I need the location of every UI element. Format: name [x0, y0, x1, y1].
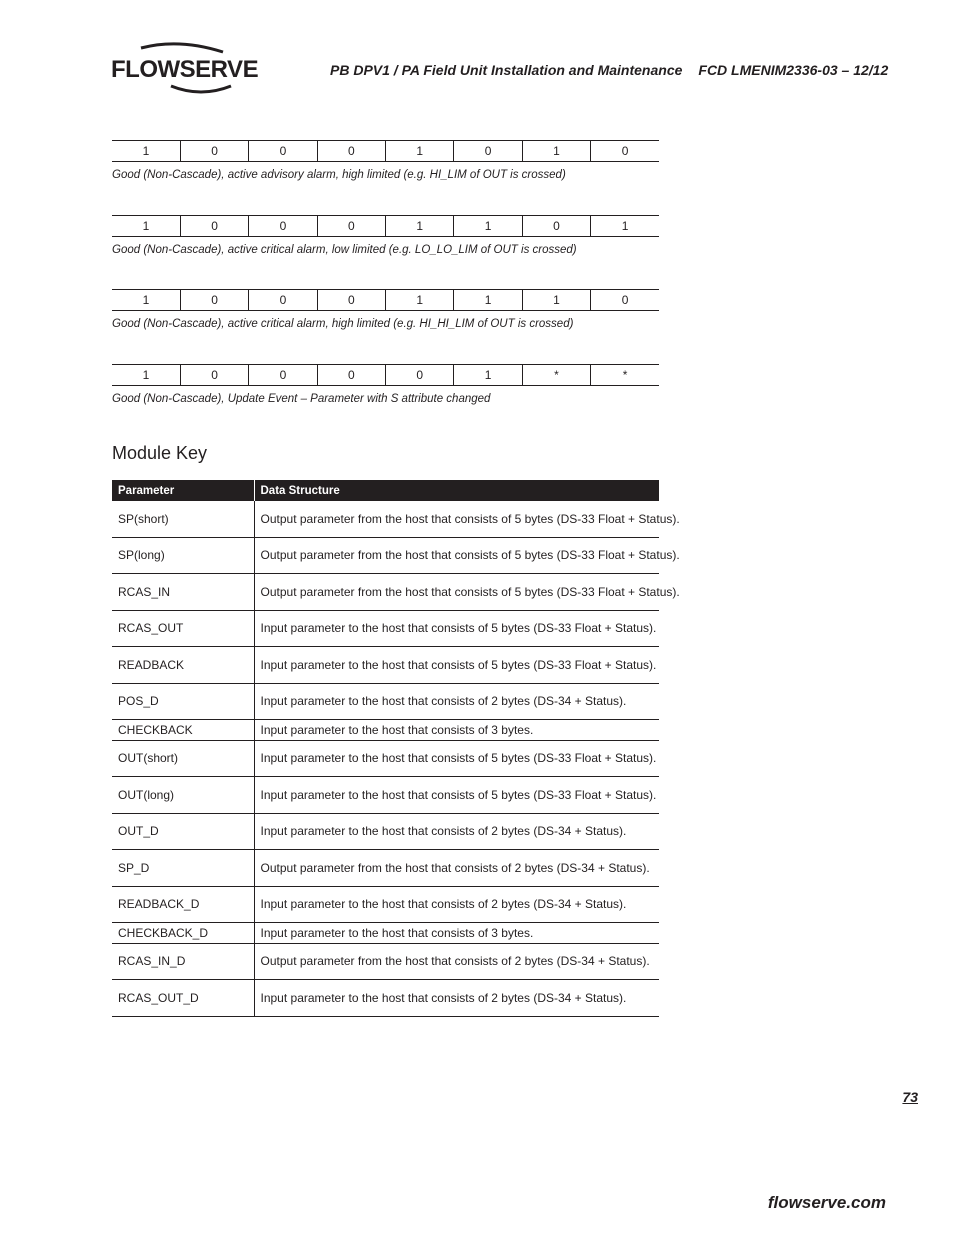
parameter-cell: SP(short) [112, 501, 254, 537]
table-row [112, 537, 659, 574]
bit-cell: 0 [180, 141, 248, 162]
bit-cell: 0 [180, 365, 248, 386]
table-row [112, 850, 659, 887]
parameter-cell: SP(long) [112, 537, 254, 574]
table-row [112, 610, 659, 647]
document-code: FCD LMENIM2336-03 – 12/12 [698, 62, 889, 78]
bit-cell: 0 [591, 290, 659, 311]
table-row [112, 720, 659, 741]
document-title: PB DPV1 / PA Field Unit Installation and Maintenance [330, 62, 683, 78]
table-row [112, 943, 659, 980]
document-header [330, 62, 890, 78]
parameter-cell: CHECKBACK_D [112, 923, 254, 944]
table-row [112, 647, 659, 684]
structure-cell: Output parameter from the host that consists of 5 bytes (DS-33 Float + Status). [254, 537, 659, 574]
bit-cell: * [591, 365, 659, 386]
bit-cell: 1 [454, 290, 522, 311]
bit-cell: 1 [386, 290, 454, 311]
bit-cell: 0 [317, 216, 385, 237]
parameter-cell: OUT(short) [112, 740, 254, 777]
bits-caption: Good (Non-Cascade), active advisory alarm, high limited (e.g. HI_LIM of OUT is crossed) [112, 169, 566, 181]
bit-cell: 0 [454, 141, 522, 162]
bit-cell: 1 [522, 141, 590, 162]
table-row [112, 886, 659, 923]
status-bits-table [112, 364, 659, 386]
page-number: 73 [902, 1089, 918, 1105]
logo-text: FLOWSERVE [111, 56, 259, 83]
table-header-row [112, 480, 659, 501]
bit-cell: 0 [249, 141, 317, 162]
table-row [112, 980, 659, 1017]
bit-cell: 0 [317, 141, 385, 162]
bit-cell: 1 [591, 216, 659, 237]
bits-row [112, 216, 659, 237]
parameter-cell: RCAS_IN [112, 574, 254, 611]
structure-cell: Input parameter to the host that consists of 5 bytes (DS-33 Float + Status). [254, 740, 659, 777]
structure-cell: Output parameter from the host that consists of 5 bytes (DS-33 Float + Status). [254, 501, 659, 537]
bits-row [112, 141, 659, 162]
structure-cell: Input parameter to the host that consists of 5 bytes (DS-33 Float + Status). [254, 777, 659, 814]
structure-cell: Input parameter to the host that consists of 3 bytes. [254, 923, 659, 944]
column-header-data-structure: Data Structure [254, 480, 659, 501]
table-row [112, 683, 659, 720]
table-row [112, 740, 659, 777]
bit-cell: 0 [249, 290, 317, 311]
parameter-cell: POS_D [112, 683, 254, 720]
structure-cell: Input parameter to the host that consists of 2 bytes (DS-34 + Status). [254, 813, 659, 850]
bit-cell: * [522, 365, 590, 386]
structure-cell: Input parameter to the host that consists of 5 bytes (DS-33 Float + Status). [254, 647, 659, 684]
bit-cell: 1 [142, 368, 150, 382]
bit-cell: 1 [386, 141, 454, 162]
module-key-heading: Module Key [112, 443, 208, 463]
status-bits-block-4 [112, 364, 659, 405]
bit-cell: 0 [317, 365, 385, 386]
bits-row [112, 290, 659, 311]
parameter-cell: SP_D [112, 850, 254, 887]
table-row [112, 574, 659, 611]
parameter-cell: RCAS_IN_D [112, 943, 254, 980]
structure-cell: Input parameter to the host that consists of 2 bytes (DS-34 + Status). [254, 980, 659, 1017]
status-bits-table [112, 140, 659, 162]
bit-cell: 0 [317, 290, 385, 311]
column-header-parameter: Parameter [112, 480, 254, 501]
bit-cell: 0 [522, 216, 590, 237]
bits-caption: Good (Non-Cascade), Update Event – Parameter with S attribute changed [112, 393, 491, 405]
parameter-cell: READBACK_D [112, 886, 254, 923]
footer-website: flowserve.com [767, 1193, 886, 1212]
bit-cell: 0 [249, 365, 317, 386]
bit-cell: 1 [454, 216, 522, 237]
parameter-cell: READBACK [112, 647, 254, 684]
parameter-cell: CHECKBACK [112, 720, 254, 741]
bit-cell: 0 [180, 216, 248, 237]
structure-cell: Input parameter to the host that consists of 2 bytes (DS-34 + Status). [254, 683, 659, 720]
status-bits-table [112, 289, 659, 311]
status-bits-table [112, 215, 659, 237]
bit-cell: 1 [522, 290, 590, 311]
structure-cell: Input parameter to the host that consists of 3 bytes. [254, 720, 659, 741]
structure-cell: Output parameter from the host that consists of 2 bytes (DS-34 + Status). [254, 943, 659, 980]
table-row [112, 501, 659, 537]
bit-cell: 1 [386, 216, 454, 237]
bits-caption: Good (Non-Cascade), active critical alarm, high limited (e.g. HI_HI_LIM of OUT is crossed) [112, 318, 574, 330]
table-row [112, 813, 659, 850]
bits-row [112, 365, 659, 386]
status-bits-block-3 [112, 289, 659, 330]
structure-cell: Input parameter to the host that consists of 5 bytes (DS-33 Float + Status). [254, 610, 659, 647]
structure-cell: Output parameter from the host that consists of 5 bytes (DS-33 Float + Status). [254, 574, 659, 611]
bit-cell: 1 [142, 219, 150, 233]
parameter-cell: OUT(long) [112, 777, 254, 814]
status-bits-block-1 [112, 140, 659, 181]
parameter-cell: RCAS_OUT [112, 610, 254, 647]
bit-cell: 0 [249, 216, 317, 237]
bit-cell: 1 [142, 293, 150, 307]
module-key-table [112, 480, 680, 1017]
structure-cell: Input parameter to the host that consists of 2 bytes (DS-34 + Status). [254, 886, 659, 923]
table-row [112, 923, 659, 944]
table-row [112, 777, 659, 814]
parameter-cell: RCAS_OUT_D [112, 980, 254, 1017]
structure-cell: Output parameter from the host that consists of 2 bytes (DS-34 + Status). [254, 850, 659, 887]
bit-cell: 0 [386, 365, 454, 386]
bit-cell: 0 [591, 141, 659, 162]
parameter-cell: OUT_D [112, 813, 254, 850]
bits-caption: Good (Non-Cascade), active critical alarm, low limited (e.g. LO_LO_LIM of OUT is crossed) [112, 244, 577, 256]
status-bits-block-2 [112, 215, 659, 256]
flowserve-logo [111, 42, 259, 98]
bit-cell: 0 [180, 290, 248, 311]
bit-cell: 1 [142, 144, 150, 158]
bit-cell: 1 [454, 365, 522, 386]
